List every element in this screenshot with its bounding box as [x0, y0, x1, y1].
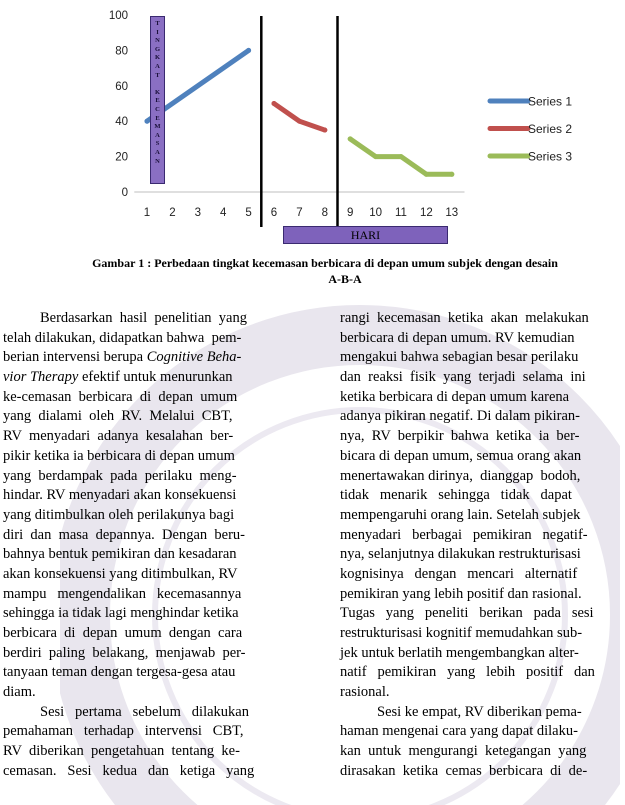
text-line: ke-cemasan berbicara di depan umum	[3, 388, 238, 405]
legend-label: Series 2	[528, 122, 573, 136]
data-point	[449, 172, 454, 177]
y-tick-label: 20	[115, 151, 128, 164]
text-line: rangi kecemasan ketika akan melakukan	[340, 310, 589, 326]
data-point	[272, 101, 277, 106]
text-line: pemikiran yang lebih positif dan rasional.	[340, 585, 582, 602]
text-line: hindar. RV menyadari akan konsekuensi	[3, 487, 237, 504]
text-line: jek untuk berlatih mengembangkan alter-	[340, 644, 579, 661]
y-axis-label-letter: N	[155, 157, 160, 165]
text-line: diri dan masa depannya. Dengan beru-	[3, 526, 245, 543]
text-line: Sesi pertama sebelum dilakukan	[40, 703, 249, 720]
text-line: yang ditimbulkan oleh perilakunya bagi	[3, 506, 235, 523]
y-axis-label-letter: I	[156, 28, 159, 36]
text-line: tidak menarik sehingga tidak dapat	[340, 487, 572, 504]
y-tick-label: 40	[115, 116, 128, 129]
y-axis-label-letter: N	[155, 37, 160, 45]
text-line: vior Therapy efektif untuk menurunkan	[3, 369, 233, 386]
text-line: sehingga ia tidak lagi menghindar ketika	[3, 605, 239, 622]
data-point	[145, 119, 150, 124]
text-line: mengakui bahwa sebagian besar perilaku	[340, 349, 579, 366]
data-point	[322, 128, 327, 133]
data-point	[373, 154, 378, 159]
data-point	[399, 154, 404, 159]
text-line: dirasakan ketika cemas berbicara di de-	[340, 762, 588, 779]
text-line: Tugas yang peneliti berikan pada sesi	[340, 605, 594, 622]
y-axis-label	[150, 16, 165, 184]
data-point	[348, 136, 353, 141]
text-line: pikir ketika ia berbicara di depan umum	[3, 447, 235, 464]
text-line: haman mengenai cara yang dapat dilaku-	[340, 723, 578, 740]
x-tick-label: 1	[143, 207, 151, 219]
text-line: yang dialami oleh RV. Melalui CBT,	[3, 408, 233, 425]
y-tick-label: 100	[108, 10, 128, 22]
x-tick-label: 8	[321, 207, 329, 219]
chart	[60, 0, 625, 250]
text-line: tanyaan teman dengan tergesa-gesa atau	[3, 664, 236, 681]
x-tick-label: 4	[219, 207, 227, 219]
y-axis-label-letter	[157, 80, 159, 89]
text-line: nya, RV berpikir bahwa ketika ia ber-	[340, 428, 580, 445]
data-point	[424, 172, 429, 177]
x-tick-label: 13	[445, 207, 459, 219]
data-point	[246, 48, 251, 53]
text-line: cemasan. Sesi kedua dan ketiga yang	[3, 762, 255, 779]
text-line: akan konsekuensi yang ditimbulkan, RV	[3, 565, 238, 582]
left-text-column	[3, 309, 254, 782]
y-axis-label-letter: K	[154, 88, 161, 96]
right-text-column	[340, 309, 595, 782]
x-tick-label: 12	[420, 207, 433, 219]
y-axis-label-letter: M	[154, 123, 161, 131]
caption-line-2: A-B-A	[328, 272, 362, 286]
x-tick-label: 2	[169, 207, 176, 219]
text-line: dan reaksi fisik yang terjadi selama ini	[340, 369, 586, 386]
text-line: RV menyadari adanya kesalahan ber-	[3, 428, 234, 445]
line-chart	[60, 0, 625, 250]
text-line: bahnya bentuk pemikiran dan kesadaran	[3, 546, 237, 563]
text-line: kan untuk mengurangi ketegangan yang	[340, 743, 587, 760]
y-axis-label-letter: E	[155, 97, 160, 105]
text-line: berian intervensi berupa Cognitive Beha-	[3, 349, 242, 366]
text-line: menertawakan dirinya, dianggap bodoh,	[340, 467, 581, 484]
y-axis-label-letter: T	[155, 71, 160, 79]
y-axis-label-letter: E	[155, 114, 160, 122]
text-line: mempengaruhi orang lain. Setelah subjek	[340, 506, 581, 523]
x-tick-label: 9	[346, 207, 354, 219]
y-axis-label-letter: A	[155, 148, 160, 156]
y-tick-label: 60	[115, 80, 128, 93]
text-line: Sesi ke empat, RV diberikan pema-	[377, 703, 582, 720]
x-tick-label: 7	[296, 207, 303, 219]
series-line-2	[274, 104, 325, 131]
text-line: diam.	[3, 684, 36, 701]
y-tick-label: 0	[121, 187, 128, 199]
text-line: pemahaman terhadap intervensi CBT,	[3, 723, 244, 740]
x-tick-label: 10	[369, 207, 382, 219]
text-line: yang berdampak pada perilaku meng-	[3, 467, 237, 484]
caption-line-1: Gambar 1 : Perbedaan tingkat kecemasan berbicara di depan umum subjek dengan desain	[92, 256, 558, 270]
x-tick-label: 11	[395, 207, 407, 219]
legend-label: Series 1	[528, 94, 573, 109]
text-line: bicara di depan umum, semua orang akan	[340, 447, 582, 464]
x-tick-label: 6	[270, 207, 278, 219]
figure-caption	[0, 255, 625, 287]
x-tick-label: 5	[245, 207, 252, 219]
text-line: natif pemikiran yang lebih positif dan	[340, 664, 595, 681]
text-line: nya, selanjutnya dilakukan restrukturisasi	[340, 546, 581, 563]
text-line: rasional.	[340, 684, 390, 701]
text-line: berbicara di depan umum dengan cara	[3, 625, 243, 641]
y-axis-label-letter: S	[155, 140, 160, 148]
data-point	[297, 119, 302, 124]
text-line: RV diberikan pengetahuan tentang ke-	[3, 743, 240, 760]
text-line: telah dilakukan, didapatkan bahwa pem-	[3, 329, 242, 346]
x-tick-label: 3	[194, 207, 202, 219]
text-line: berbicara di depan umum. RV kemudian	[340, 329, 575, 346]
text-line: mampu mengendalikan kecemasannya	[3, 585, 242, 602]
y-axis-label-letter: C	[155, 105, 160, 113]
y-axis-label-letter: A	[155, 131, 160, 139]
y-axis-label-letter: G	[154, 45, 161, 53]
text-line: menyadari berbagai pemikiran negatif-	[340, 526, 588, 543]
y-tick-label: 80	[115, 45, 128, 58]
text-line: kognisinya dengan mencari alternatif	[340, 565, 578, 582]
y-axis-label-letter: T	[155, 20, 160, 27]
y-axis-label-letter: K	[154, 54, 161, 62]
text-line: ketika berbicara di depan umum karena	[340, 388, 570, 405]
x-axis-label: HARI	[283, 226, 448, 244]
text-line: berdiri paling belakang, menjawab per-	[3, 644, 246, 661]
text-line: restrukturisasi kognitif memudahkan sub-	[340, 625, 583, 641]
legend-label: Series 3	[528, 149, 573, 164]
text-line: adanya pikiran negatif. Di dalam pikiran-	[340, 408, 580, 425]
text-line: Berdasarkan hasil penelitian yang	[40, 310, 247, 326]
y-axis-label-letter: A	[155, 62, 160, 70]
